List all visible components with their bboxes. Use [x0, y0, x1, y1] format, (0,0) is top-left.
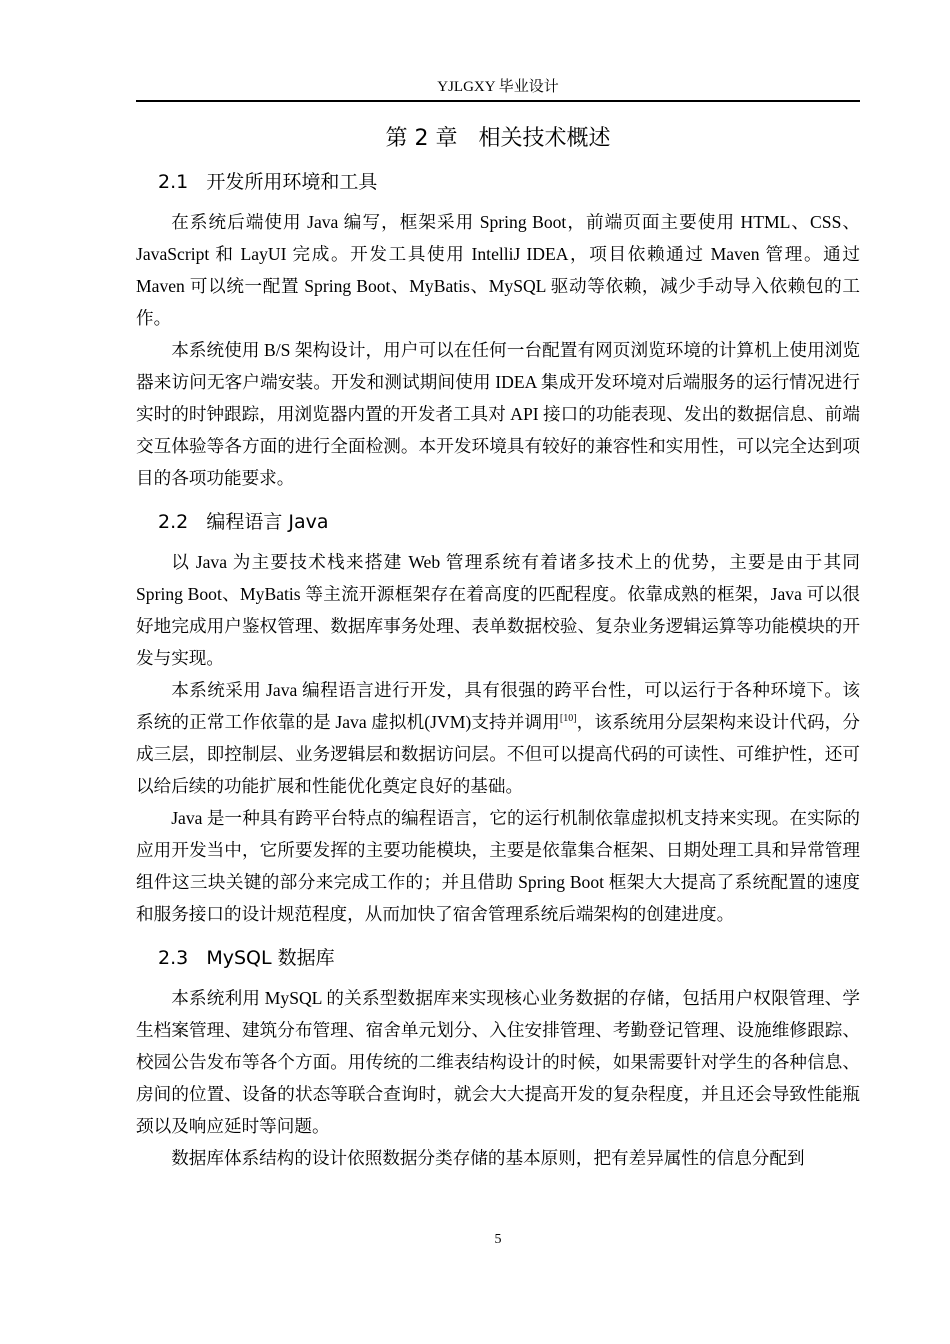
paragraph-text: 本系统采用 Java 编程语言进行开发，具有很强的跨平台性，可以运行于各种环境下。该系统的正常工作依靠的是 Java 虚拟机(JVM)支持并调用 [136, 680, 860, 732]
section-heading-2-1: 2.1 开发所用环境和工具 [158, 171, 378, 193]
section-heading-2-2: 2.2 编程语言 Java [158, 511, 329, 533]
section-heading-2-3: 2.3 MySQL 数据库 [158, 947, 335, 969]
running-header: YJLGXY 毕业设计 [437, 79, 559, 95]
header-rule [136, 100, 860, 102]
paragraph: 在系统后端使用 Java 编写，框架采用 Spring Boot，前端页面主要使用 HTML、CSS、JavaScript 和 LayUI 完成。开发工具使用 IntelliJ IDEA，项目依赖通过 Maven 管理。通过 Maven 可以统一配置 Spring Boot、MyBatis、MySQL 驱动等依赖，减少手动导入依赖包的工作。 [136, 212, 860, 328]
page-number: 5 [494, 1232, 502, 1247]
paragraph: Java 是一种具有跨平台特点的编程语言，它的运行机制依靠虚拟机支持来实现。在实际的应用开发当中，它所要发挥的主要功能模块，主要是依靠集合框架、日期处理工具和异常管理组件这三块关键的部分来完成工作的；并且借助 Spring Boot 框架大大提高了系统配置的速度和服务接口的设计规范程度，从而加快了宿舍管理系统后端架构的创建进度。 [136, 808, 860, 924]
chapter-title: 第 2 章 相关技术概述 [385, 126, 611, 151]
paragraph: 数据库体系结构的设计依照数据分类存储的基本原则，把有差异属性的信息分配到 [171, 1148, 805, 1168]
paragraph: 以 Java 为主要技术栈来搭建 Web 管理系统有着诸多技术上的优势，主要是由于其同 Spring Boot、MyBatis 等主流开源框架存在着高度的匹配程度。依靠成熟的框架，Java 可以很好地完成用户鉴权管理、数据库事务处理、表单数据校验、复杂业务逻辑运算等功能模块的开发与实现。 [136, 552, 860, 668]
paragraph-with-citation [136, 674, 860, 802]
paragraph: 本系统利用 MySQL 的关系型数据库来实现核心业务数据的存储，包括用户权限管理、学生档案管理、建筑分布管理、宿舍单元划分、入住安排管理、考勤登记管理、设施维修跟踪、校园公告发布等各个方面。用传统的二维表结构设计的时候，如果需要针对学生的各种信息、房间的位置、设备的状态等联合查询时，就会大大提高开发的复杂程度，并且还会导致性能瓶颈以及响应延时等问题。 [136, 988, 860, 1136]
citation-ref: [10] [559, 713, 577, 725]
paragraph: 本系统使用 B/S 架构设计，用户可以在任何一台配置有网页浏览环境的计算机上使用浏览器来访问无客户端安装。开发和测试期间使用 IDEA 集成开发环境对后端服务的运行情况进行实时的时钟跟踪，用浏览器内置的开发者工具对 API 接口的功能表现、发出的数据信息、前端交互体验等各方面的进行全面检测。本开发环境具有较好的兼容性和实用性，可以完全达到项目的各项功能要求。 [136, 340, 860, 488]
paragraph-text: ，该系统用分层架构来设计代码，分成三层，即控制层、业务逻辑层和数据访问层。不但可以提高代码的可读性、可维护性，还可以给后续的功能扩展和性能优化奠定良好的基础。 [136, 712, 860, 796]
body-content [136, 166, 860, 1174]
